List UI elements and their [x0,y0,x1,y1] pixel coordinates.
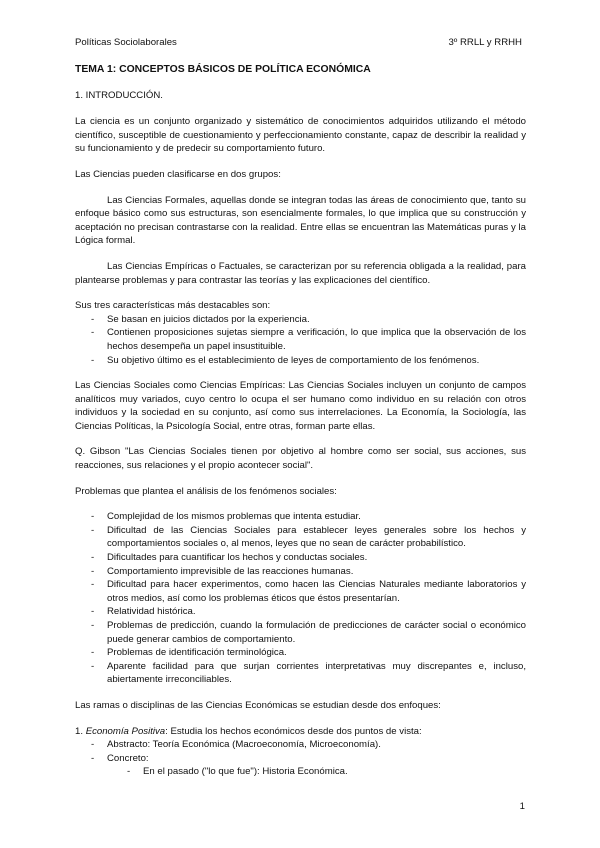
list-item: - Problemas de predicción, cuando la formulación de predicciones de carácter social o económico puede generar cambios de comportamiento. [75,619,526,646]
list-item: - Concreto: [75,752,526,766]
list-item: - Dificultad para hacer experimentos, como hacen las Ciencias Naturales mediante laboratorios y otros medios, así como los problemas éticos que éstos presentarían. [75,578,526,605]
paragraph-positive-economics [75,725,526,739]
paragraph-problems-intro: Problemas que plantea el análisis de los fenómenos sociales: [75,485,337,497]
list-item: - Problemas de identificación terminológica. [75,646,526,660]
section-heading: 1. INTRODUCCIÓN. [75,89,163,101]
list-item: - Comportamiento imprevisible de las reacciones humanas. [75,565,526,579]
paragraph-social-sciences: Las Ciencias Sociales como Ciencias Empíricas: Las Ciencias Sociales incluyen un conjunto de campos analíticos muy variados, cuyo centro lo ocupa el ser humano como individuo en su relación con otros individuos y la sociedad en su conjunto, así como sus interrelaciones. La Economía, la Sociología, las Ciencias Políticas, la Psicología Social, entre otras, forman parte ellas. [75,380,526,432]
document-body [75,61,526,779]
positive-economics-list [75,738,526,765]
paragraph-characteristics: Sus tres características más destacables son: [75,300,271,312]
characteristics-list [75,313,526,367]
list-item: - Su objetivo último es el establecimiento de leyes de comportamiento de los fenómenos. [75,354,526,368]
list-item: - Se basan en juicios dictados por la experiencia. [75,313,526,327]
item-number: 1. [75,725,84,737]
list-item: - Contienen proposiciones sujetas siempre a verificación, lo que implica que la observación de los hechos desempeña un papel insustituible. [75,326,526,353]
paragraph-branches: Las ramas o disciplinas de las Ciencias Económicas se estudian desde dos enfoques: [75,699,441,711]
header-course: Políticas Sociolaborales [75,37,177,48]
problems-list [75,510,526,687]
term-description: : Estudia los hechos económicos desde dos puntos de vista: [165,725,422,737]
term-positive-economics: Economía Positiva [85,725,166,737]
list-item: - Complejidad de los mismos problemas que intenta estudiar. [75,510,526,524]
list-item: - Abstracto: Teoría Económica (Macroeconomía, Microeconomía). [75,738,526,752]
concrete-sublist [75,765,526,779]
paragraph-classification: Las Ciencias pueden clasificarse en dos grupos: [75,168,281,180]
paragraph-formal-sciences: Las Ciencias Formales, aquellas donde se integran todas las áreas de conocimiento que, tanto su enfoque básico como sus estructuras, son esencialmente formales, lo que implica que su construcción y aceptación no precisan contrastarse con la realidad. Entre ellas se encuentran las Matemáticas puras y la Lógica formal. [75,194,526,247]
page-number: 1 [519,801,525,812]
paragraph-gibson-quote: Q. Gibson "Las Ciencias Sociales tienen por objetivo al hombre como ser social, sus acciones, sus reacciones, sus relaciones y el propio acontecer social". [75,446,526,472]
header-year: 3º RRLL y RRHH [448,37,522,48]
list-item: - Dificultad de las Ciencias Sociales para establecer leyes generales sobre los hechos y comportamientos sociales o, al menos, leyes que no sean de carácter probabilístico. [75,524,526,551]
list-item: - Relatividad histórica. [75,605,526,619]
list-item: - Aparente facilidad para que surjan corrientes interpretativas muy discrepantes e, incluso, abiertamente irreconciliables. [75,660,526,687]
paragraph-science-definition: La ciencia es un conjunto organizado y sistemático de conocimientos adquiridos utilizando el método científico, susceptible de cuestionamiento y perfeccionamiento constante, capaz de describir la realidad y su funcionamiento y de predecir su comportamiento futuro. [75,116,526,155]
paragraph-empirical-sciences: Las Ciencias Empíricas o Factuales, se caracterizan por su referencia obligada a la realidad, para plantearse problemas y para contrastar las teorías y las explicaciones del científico. [75,260,526,286]
list-item: - En el pasado ("lo que fue"): Historia Económica. [75,765,526,779]
page-title: TEMA 1: CONCEPTOS BÁSICOS DE POLÍTICA ECONÓMICA [75,64,371,75]
list-item: - Dificultades para cuantificar los hechos y conductas sociales. [75,551,526,565]
